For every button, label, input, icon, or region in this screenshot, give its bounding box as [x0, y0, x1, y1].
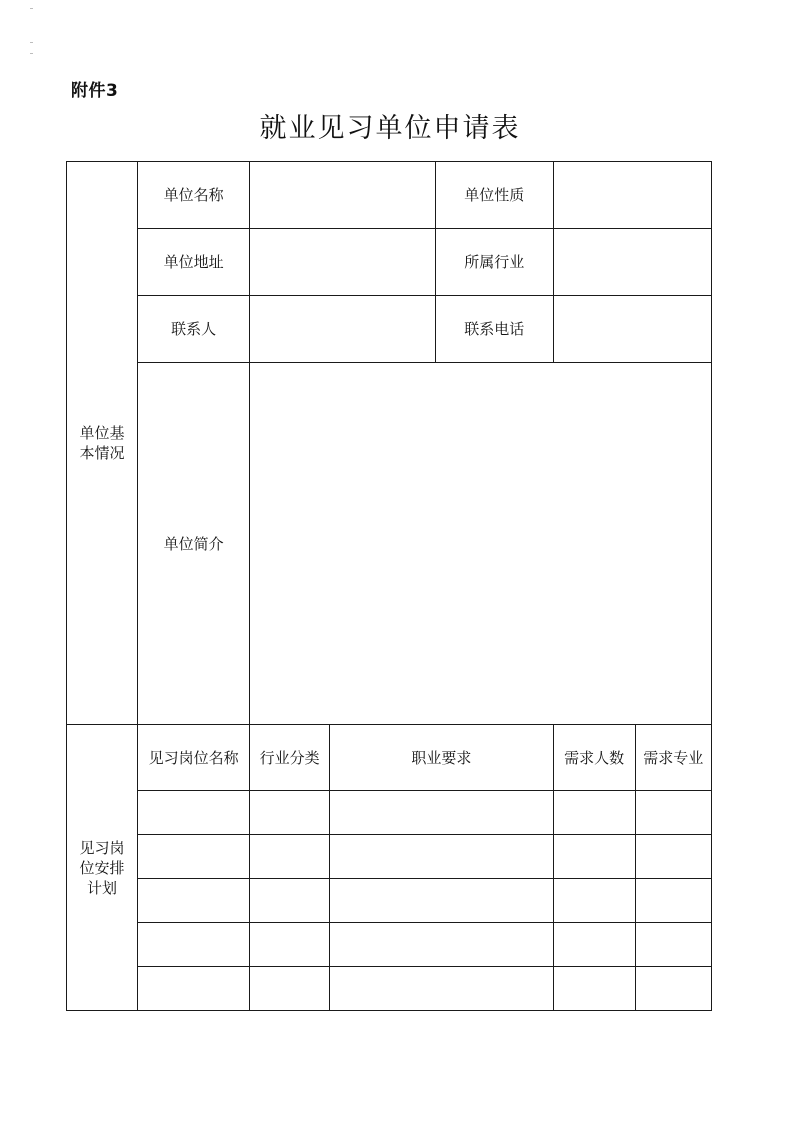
table-row — [67, 791, 712, 835]
attachment-label: 附件3 — [71, 81, 119, 101]
required-major-cell[interactable] — [635, 791, 711, 835]
scan-speck — [30, 42, 33, 43]
unit-address-field[interactable] — [250, 229, 436, 296]
scan-speck — [30, 53, 33, 54]
industry-category-cell[interactable] — [250, 923, 330, 967]
post-name-cell[interactable] — [137, 791, 249, 835]
unit-nature-label: 单位性质 — [435, 162, 553, 229]
contact-field[interactable] — [250, 296, 436, 363]
unit-address-label: 单位地址 — [137, 229, 249, 296]
industry-category-cell[interactable] — [250, 835, 330, 879]
column-header-headcount: 需求人数 — [553, 725, 635, 791]
post-name-cell[interactable] — [137, 835, 249, 879]
column-header-industry-category: 行业分类 — [250, 725, 330, 791]
application-form-table — [66, 161, 712, 1011]
industry-label: 所属行业 — [435, 229, 553, 296]
scan-speck — [30, 8, 33, 9]
basic-info-section-label: 单位基本情况 — [79, 424, 125, 462]
required-major-cell[interactable] — [635, 835, 711, 879]
headcount-cell[interactable] — [553, 835, 635, 879]
unit-intro-row — [67, 363, 712, 725]
industry-category-cell[interactable] — [250, 879, 330, 923]
job-requirements-cell[interactable] — [330, 967, 554, 1011]
phone-field[interactable] — [553, 296, 711, 363]
column-header-post-name: 见习岗位名称 — [137, 725, 249, 791]
column-header-required-major: 需求专业 — [635, 725, 711, 791]
post-name-cell[interactable] — [137, 879, 249, 923]
contact-label: 联系人 — [137, 296, 249, 363]
headcount-cell[interactable] — [553, 791, 635, 835]
required-major-cell[interactable] — [635, 923, 711, 967]
table-row — [67, 879, 712, 923]
unit-nature-field[interactable] — [553, 162, 711, 229]
unit-intro-field[interactable] — [250, 363, 712, 725]
phone-label: 联系电话 — [435, 296, 553, 363]
industry-category-cell[interactable] — [250, 791, 330, 835]
industry-field[interactable] — [553, 229, 711, 296]
job-requirements-cell[interactable] — [330, 879, 554, 923]
page-title: 就业见习单位申请表 — [259, 113, 521, 144]
unit-name-label: 单位名称 — [137, 162, 249, 229]
unit-address-row — [67, 229, 712, 296]
contact-row — [67, 296, 712, 363]
headcount-cell[interactable] — [553, 879, 635, 923]
table-row — [67, 967, 712, 1011]
basic-info-section-cell — [67, 162, 138, 725]
job-requirements-cell[interactable] — [330, 923, 554, 967]
table-row — [67, 835, 712, 879]
required-major-cell[interactable] — [635, 967, 711, 1011]
headcount-cell[interactable] — [553, 923, 635, 967]
post-name-cell[interactable] — [137, 967, 249, 1011]
table-row — [67, 923, 712, 967]
post-plan-header-row — [67, 725, 712, 791]
column-header-job-requirements: 职业要求 — [330, 725, 554, 791]
job-requirements-cell[interactable] — [330, 835, 554, 879]
industry-category-cell[interactable] — [250, 967, 330, 1011]
unit-name-row — [67, 162, 712, 229]
post-plan-section-label: 见习岗位安排计划 — [79, 838, 125, 897]
required-major-cell[interactable] — [635, 879, 711, 923]
headcount-cell[interactable] — [553, 967, 635, 1011]
post-plan-section-cell — [67, 725, 138, 1011]
unit-name-field[interactable] — [250, 162, 436, 229]
post-name-cell[interactable] — [137, 923, 249, 967]
job-requirements-cell[interactable] — [330, 791, 554, 835]
unit-intro-label: 单位简介 — [137, 363, 249, 725]
